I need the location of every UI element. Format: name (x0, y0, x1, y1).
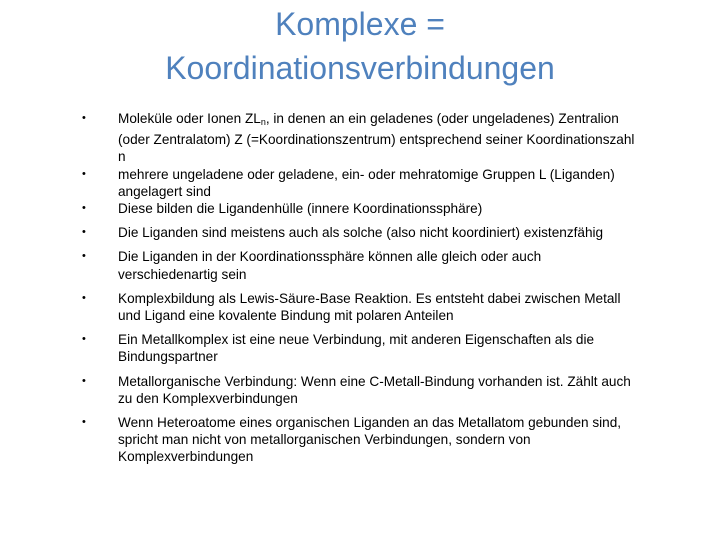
title-line-2: Koordinationsverbindungen (165, 50, 555, 86)
bullet-item-7 (82, 331, 642, 365)
bullet-icon: • (82, 333, 86, 346)
bullet-text: mehrere ungeladene oder geladene, ein- oder mehratomige Gruppen L (Liganden) angelagert sind (118, 166, 615, 199)
bullet-text: Metallorganische Verbindung: Wenn eine C-Metall-Bindung vorhanden ist. Zählt auch zu den Komplexverbindungen (118, 373, 631, 406)
bullet-text: Komplexbildung als Lewis-Säure-Base Reaktion. Es entsteht dabei zwischen Metall und Ligand eine kovalente Bindung mit polaren Anteilen (118, 290, 621, 324)
bullet-text: Ein Metallkomplex ist eine neue Verbindung, mit anderen Eigenschaften als die Bindungspartner (118, 332, 595, 365)
bullet-text: Moleküle oder Ionen ZL (118, 111, 261, 126)
bullet-icon: • (82, 112, 86, 124)
bullet-text: Die Liganden in der Koordinationssphäre können alle gleich oder auch verschiedenartig sein (118, 249, 542, 282)
bullet-icon: • (82, 250, 86, 263)
bullet-item-9 (82, 414, 642, 466)
bullet-item-3 (82, 200, 642, 217)
bullet-item-1 (82, 110, 642, 166)
slide-title (60, 2, 660, 90)
bullet-icon: • (82, 202, 86, 215)
bullet-item-6 (82, 290, 642, 324)
bullet-text: , in denen an ein geladenes (oder ungeladenes) Zentralion (oder Zentralatom) Z (=Koordinationszentrum) entsprechend seiner Koordinationszahl n (118, 111, 635, 165)
bullet-text: Diese bilden die Ligandenhülle (innere Koordinationssphäre) (118, 201, 483, 217)
bullet-text: Wenn Heteroatome eines organischen Liganden an das Metallatom gebunden sind, spricht man nicht von metallorganischen Verbindungen, sondern von Komplexverbindungen (118, 415, 622, 465)
bullet-subscript: n (260, 117, 266, 127)
bullet-list (82, 110, 642, 466)
bullet-item-8 (82, 373, 642, 407)
bullet-item-4 (82, 224, 642, 241)
bullet-item-2 (82, 166, 642, 200)
bullet-text: Die Liganden sind meistens auch als solche (also nicht koordiniert) existenzfähig (118, 225, 604, 241)
bullet-item-5 (82, 248, 642, 282)
bullet-icon: • (82, 291, 86, 304)
bullet-icon: • (82, 416, 86, 429)
title-line-1: Komplexe = (275, 6, 445, 42)
bullet-icon: • (82, 374, 86, 387)
bullet-icon: • (82, 167, 86, 180)
bullet-icon: • (82, 226, 86, 239)
